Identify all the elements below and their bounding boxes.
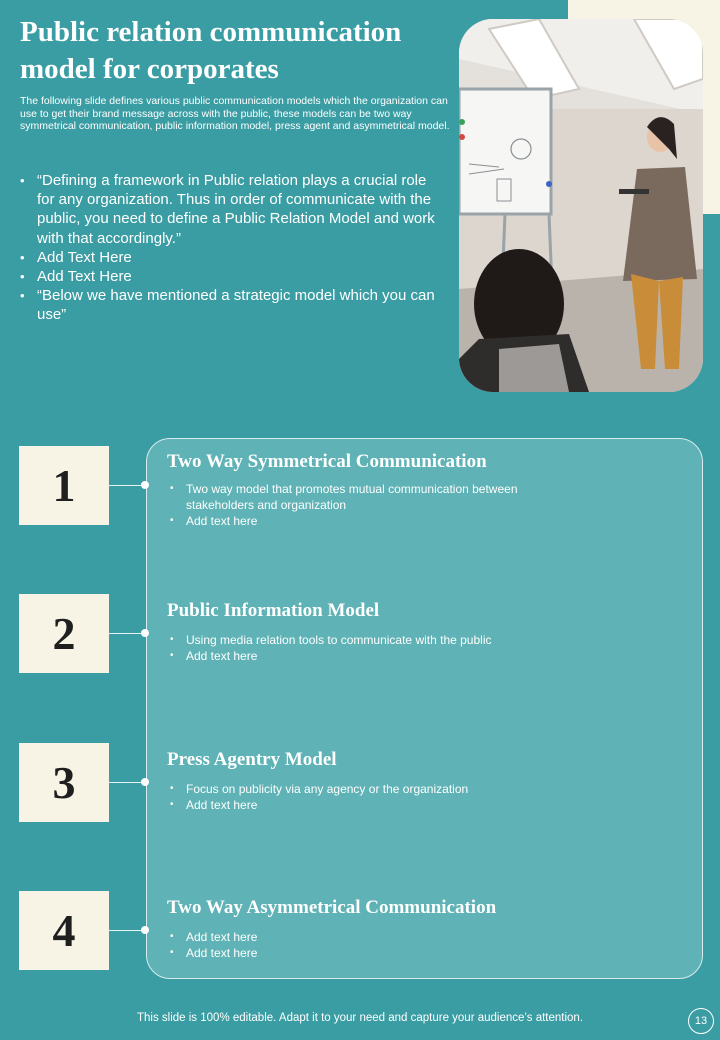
model-points [167, 481, 527, 529]
intro-paragraph: The following slide defines various public communication models which the organization can use to get their brand message across with the public, these models can be two way symmetrical communication, public information model, press agent and asymmetrical model. [20, 95, 450, 132]
connector-dot [141, 926, 149, 934]
model-points [167, 781, 527, 813]
connector-dot [141, 629, 149, 637]
model-points [167, 632, 527, 664]
model-title: Press Agentry Model [167, 749, 337, 770]
model-point: • Add text here [167, 797, 527, 813]
model-title: Public Information Model [167, 600, 380, 621]
model-point: • Two way model that promotes mutual communication between stakeholders and organization [167, 481, 527, 513]
connector-dot [141, 481, 149, 489]
model-point: • Add text here [167, 648, 527, 664]
model-point: • Using media relation tools to communicate with the public [167, 632, 527, 648]
footer-note: This slide is 100% editable. Adapt it to your need and capture your audience’s attention. [136, 1012, 584, 1024]
step-number-box: 4 [19, 891, 109, 970]
step-number-box: 1 [19, 446, 109, 525]
intro-bullet: • “Below we have mentioned a strategic model which you can use” [20, 286, 440, 324]
page-title: Public relation communication model for corporates [20, 16, 402, 85]
connector-dot [141, 778, 149, 786]
model-points [167, 929, 527, 961]
page-number-badge: 13 [688, 1008, 714, 1034]
intro-bullet: • “Defining a framework in Public relation plays a crucial role for any organization. Thus in order of communicate with the public, you need to define a Public Relation Model and work with that accordingly.” [20, 171, 440, 248]
model-point: • Add text here [167, 929, 527, 945]
connector-line [109, 930, 145, 932]
model-title: Two Way Symmetrical Communication [167, 451, 487, 472]
office-presentation-photo [459, 19, 703, 392]
intro-bullet: • Add Text Here [20, 267, 440, 286]
step-number-box: 3 [19, 743, 109, 822]
model-title: Two Way Asymmetrical Communication [167, 897, 497, 918]
photo-illustration [459, 19, 703, 392]
intro-bullet: • Add Text Here [20, 248, 440, 267]
connector-line [109, 633, 145, 635]
connector-line [109, 782, 145, 784]
connector-line [109, 485, 145, 487]
model-point: • Focus on publicity via any agency or the organization [167, 781, 527, 797]
intro-bullet-list [20, 171, 440, 325]
model-point: • Add text here [167, 513, 527, 529]
model-point: • Add text here [167, 945, 527, 961]
step-number-box: 2 [19, 594, 109, 673]
